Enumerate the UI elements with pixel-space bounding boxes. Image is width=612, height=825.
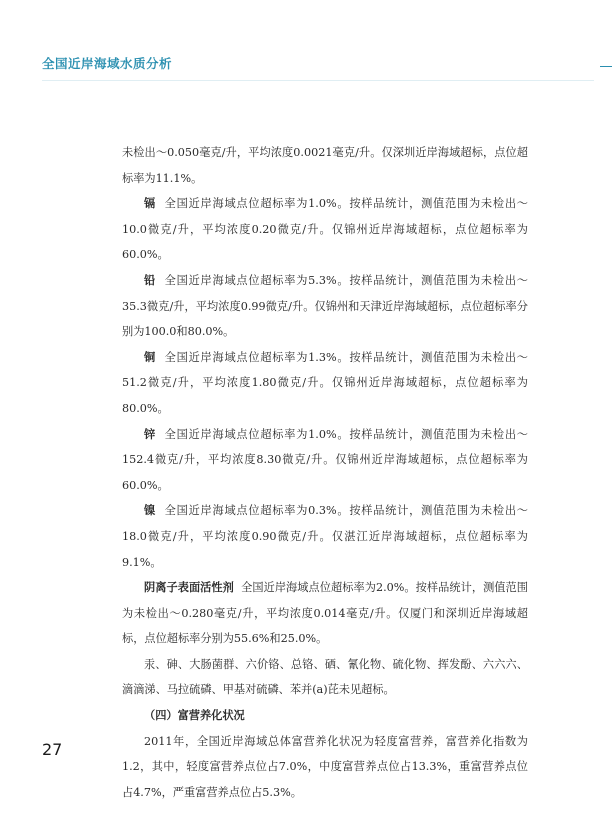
paragraph-continuation — [122, 140, 528, 191]
paragraph-text: 汞、砷、大肠菌群、六价铬、总铬、硒、氰化物、硫化物、挥发酚、六六六、滴滴涕、马拉硫磷、甲基对硫磷、苯并(a)芘未见超标。 — [122, 657, 528, 697]
paragraph-text: 全国近岸海域点位超标率为5.3%。按样品统计，测值范围为未检出～35.3微克/升，平均浓度0.99微克/升。仅锦州和天津近岸海域超标，点位超标率分别为100.0和80.0%。 — [122, 273, 528, 339]
paragraph-no-exceedance — [122, 652, 528, 703]
paragraph-term: 铜 — [144, 350, 156, 364]
body-text — [122, 140, 528, 805]
paragraph-text: 全国近岸海域点位超标率为0.3%。按样品统计，测值范围为未检出～18.0微克/升，平均浓度0.90微克/升。仅湛江近岸海域超标，点位超标率为9.1%。 — [122, 504, 528, 569]
paragraph-surfactant — [122, 575, 528, 652]
page-number: 27 — [42, 740, 63, 759]
paragraph-text: 全国近岸海域点位超标率为1.0%。按样品统计，测值范围为未检出～152.4微克/升，平均浓度8.30微克/升。仅锦州近岸海域超标，点位超标率为60.0%。 — [122, 427, 528, 492]
paragraph-cadmium — [122, 191, 528, 268]
running-header-title: 全国近岸海域水质分析 — [42, 56, 173, 71]
paragraph-term: 铅 — [144, 273, 156, 287]
paragraph-term: 镍 — [144, 504, 156, 518]
paragraph-term: 阴离子表面活性剂 — [144, 581, 234, 595]
paragraph-lead — [122, 268, 528, 345]
paragraph-nickel — [122, 498, 528, 575]
paragraph-term: 锌 — [144, 427, 156, 441]
paragraph-text: 2011年，全国近岸海域总体富营养化状况为轻度富营养，富营养化指数为1.2，其中，轻度富营养点位占7.0%，中度富营养点位占13.3%，重富营养点位占4.7%，严重富营养点位占5.3%。 — [122, 734, 528, 799]
paragraph-eutrophication — [122, 729, 528, 806]
header-divider — [42, 80, 594, 81]
section-heading: （四）富营养化状况 — [144, 709, 245, 723]
paragraph-copper — [122, 345, 528, 422]
paragraph-text: 全国近岸海域点位超标率为2.0%。按样品统计，测值范围为未检出～0.280毫克/升，平均浓度0.014毫克/升。仅厦门和深圳近岸海域超标，点位超标率分别为55.6%和25.0%。 — [122, 581, 528, 646]
paragraph-zinc — [122, 422, 528, 499]
paragraph-text: 未检出～0.050毫克/升，平均浓度0.0021毫克/升。仅深圳近岸海域超标，点位超标率为11.1%。 — [122, 146, 528, 185]
paragraph-text: 全国近岸海域点位超标率为1.3%。按样品统计，测值范围为未检出～51.2微克/升，平均浓度1.80微克/升。仅锦州近岸海域超标，点位超标率为80.0%。 — [122, 350, 528, 415]
header-accent-line — [600, 66, 612, 67]
paragraph-term: 镉 — [144, 197, 156, 211]
paragraph-text: 全国近岸海域点位超标率为1.0%。按样品统计，测值范围为未检出～10.0微克/升，平均浓度0.20微克/升。仅锦州近岸海域超标，点位超标率为60.0%。 — [122, 197, 528, 262]
